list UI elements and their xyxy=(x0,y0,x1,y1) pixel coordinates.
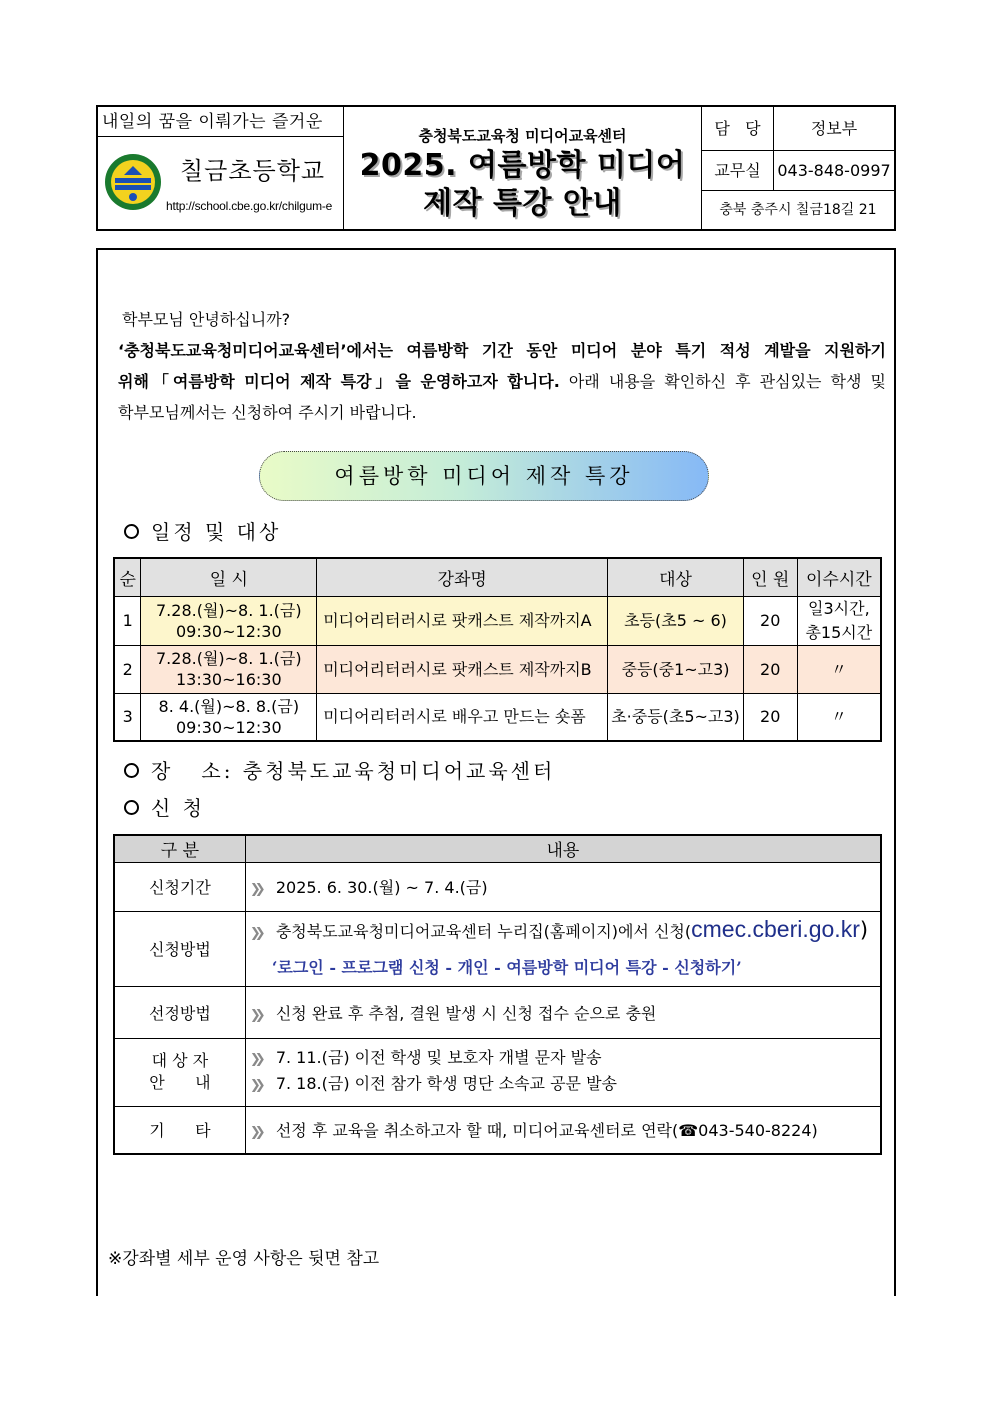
table-row xyxy=(114,1038,881,1106)
notice-value-1: 7. 11.(금) 이전 학생 및 보호자 개별 문자 발송 xyxy=(275,1048,602,1067)
row-count: 20 xyxy=(743,645,797,693)
title-line-1: 2025. 여름방학 미디어 xyxy=(359,148,686,183)
method-value: 충청북도교육청미디어교육센터 누리집(홈페이지)에서 신청( xyxy=(275,922,692,941)
address-row xyxy=(702,191,894,229)
contact-info xyxy=(702,107,894,229)
notice-line-1 xyxy=(250,1046,880,1072)
place-text: 장 소: 충청북도교육청미디어교육센터 xyxy=(151,759,556,783)
program-banner: 여름방학 미디어 제작 특강 xyxy=(259,451,709,501)
row-datetime xyxy=(141,645,317,693)
method-path: ‘로그인 - 프로그램 신청 - 개인 - 여름방학 미디어 특강 - 신청하기’ xyxy=(271,958,742,977)
row-date: 7.28.(월)~8. 1.(금) xyxy=(156,649,302,668)
row-date: 8. 4.(월)~8. 8.(금) xyxy=(158,696,300,716)
period-key: 신청기간 xyxy=(114,862,245,911)
circle-bullet-icon xyxy=(124,763,139,778)
school-motto: 내일의 꿈을 이뤄가는 즐거운 xyxy=(98,107,344,137)
period-value: 2025. 6. 30.(월) ~ 7. 4.(금) xyxy=(275,878,488,897)
notice-value-2: 7. 18.(금) 이전 참가 학생 명단 소속교 공문 발송 xyxy=(275,1074,618,1093)
double-arrow-icon: ❯❯ xyxy=(249,882,260,897)
row-course: 미디어리터러시로 팟캐스트 제작까지B xyxy=(317,645,608,693)
footnote: ※강좌별 세부 운영 사항은 뒷면 참고 xyxy=(108,1249,380,1269)
greeting: 학부모님 안녕하십니까? xyxy=(122,310,291,329)
double-arrow-icon: ❯❯ xyxy=(249,1078,260,1093)
document-title xyxy=(344,147,701,223)
row-date: 7.28.(월)~8. 1.(금) xyxy=(156,600,302,620)
select-value-cell xyxy=(245,986,881,1038)
table-row xyxy=(114,693,881,741)
application-heading-text: 신 청 xyxy=(151,796,205,820)
method-key: 신청방법 xyxy=(114,911,245,986)
notice-key-1: 대 상 자 xyxy=(151,1051,209,1070)
table-row xyxy=(114,911,881,986)
notice-line-2 xyxy=(250,1072,880,1098)
row-hours: 〃 xyxy=(797,645,881,693)
row-course: 미디어리터러시로 팟캐스트 제작까지A xyxy=(317,596,608,645)
organization-name: 충청북도교육청 미디어교육센터 xyxy=(418,127,627,145)
place-line xyxy=(124,755,555,784)
row-hours-2: 총15시간 xyxy=(805,622,873,642)
intro-line-3-rest: 아래 내용을 확인하신 후 관심있는 학생 및 xyxy=(559,372,886,391)
phone-row xyxy=(702,151,894,191)
school-logo-icon xyxy=(104,153,162,211)
row-no: 2 xyxy=(114,645,141,693)
row-hours xyxy=(797,596,881,645)
col-header-target: 대상 xyxy=(608,558,744,596)
schedule-heading-text: 일정 및 대상 xyxy=(151,520,282,544)
double-arrow-icon: ❯❯ xyxy=(249,926,260,941)
dept-key: 담 당 xyxy=(702,107,774,150)
double-arrow-icon: ❯❯ xyxy=(249,1125,260,1141)
school-url[interactable]: http://school.cbe.go.kr/chilgum-e xyxy=(166,199,333,213)
double-arrow-icon: ❯❯ xyxy=(249,1052,260,1067)
application-heading xyxy=(124,792,205,821)
dept-row xyxy=(702,107,894,151)
intro-line-3 xyxy=(118,366,886,397)
table-row xyxy=(114,986,881,1038)
intro-line-4: 학부모님께서는 신청하여 주시기 바랍니다. xyxy=(118,403,417,422)
table-row xyxy=(114,1106,881,1154)
notice-key-2: 안 내 xyxy=(149,1073,211,1092)
phone-key: 교무실 xyxy=(702,151,774,190)
select-value: 신청 완료 후 추첨, 결원 발생 시 신청 접수 순으로 충원 xyxy=(275,1003,657,1023)
col-header-count: 인 원 xyxy=(743,558,797,596)
row-course: 미디어리터러시로 배우고 만드는 숏폼 xyxy=(317,693,608,741)
col-header-category: 구 분 xyxy=(114,835,245,862)
row-datetime xyxy=(141,596,317,645)
etc-key: 기 타 xyxy=(114,1106,245,1154)
col-header-no: 순 xyxy=(114,558,141,596)
row-datetime xyxy=(141,693,317,741)
col-header-content: 내용 xyxy=(245,835,881,862)
row-hours-1: 일3시간, xyxy=(808,598,870,618)
intro-line-3-bold: 위해「여름방학 미디어 제작 특강」을 운영하고자 합니다. xyxy=(118,372,560,391)
double-arrow-icon: ❯❯ xyxy=(249,1007,260,1023)
phone-value: 043-848-0997 xyxy=(777,161,891,180)
method-close: ) xyxy=(859,918,869,942)
school-name: 칠금초등학교 xyxy=(180,157,326,185)
circle-bullet-icon xyxy=(124,800,139,815)
row-time: 09:30~12:30 xyxy=(176,621,282,641)
etc-value: 선정 후 교육을 취소하고자 할 때, 미디어교육센터로 연락(☎043-540-8224) xyxy=(275,1121,818,1141)
row-no: 3 xyxy=(114,693,141,741)
row-hours: 〃 xyxy=(797,693,881,741)
school-address: 충북 충주시 칠금18길 21 xyxy=(719,202,877,218)
center-website-link[interactable]: cmec.cberi.go.kr xyxy=(691,916,860,942)
table-row xyxy=(114,862,881,911)
row-no: 1 xyxy=(114,596,141,645)
intro-text xyxy=(118,304,886,428)
title-block xyxy=(344,107,702,229)
row-time: 09:30~12:30 xyxy=(176,717,282,737)
application-header-row xyxy=(114,835,881,862)
document-header xyxy=(96,105,896,231)
row-target: 중등(중1~고3) xyxy=(608,645,744,693)
circle-bullet-icon xyxy=(124,524,139,539)
table-row xyxy=(114,645,881,693)
intro-line-2: ‘충청북도교육청미디어교육센터’에서는 여름방학 기간 동안 미디어 분야 특기 적성 계발을 지원하기 xyxy=(118,341,886,360)
table-row xyxy=(114,596,881,645)
row-time: 13:30~16:30 xyxy=(176,670,282,689)
notice-value-cell xyxy=(245,1038,881,1106)
dept-value: 정보부 xyxy=(810,119,858,138)
col-header-course: 강좌명 xyxy=(317,558,608,596)
schedule-header-row xyxy=(114,558,881,596)
col-header-date: 일 시 xyxy=(141,558,317,596)
row-count: 20 xyxy=(743,693,797,741)
row-count: 20 xyxy=(743,596,797,645)
schedule-heading xyxy=(124,516,281,545)
select-key: 선정방법 xyxy=(114,986,245,1038)
notice-key xyxy=(114,1038,245,1106)
col-header-hours: 이수시간 xyxy=(797,558,881,596)
row-target: 초등(초5 ~ 6) xyxy=(608,596,744,645)
title-line-2: 제작 특강 안내 xyxy=(423,186,622,221)
application-table xyxy=(113,834,882,1155)
period-value-cell xyxy=(245,862,881,911)
schedule-table xyxy=(113,557,882,742)
etc-value-cell xyxy=(245,1106,881,1154)
school-info xyxy=(98,107,344,229)
method-value-cell xyxy=(245,911,881,986)
method-line xyxy=(250,912,880,951)
row-target: 초·중등(초5~고3) xyxy=(608,693,744,741)
